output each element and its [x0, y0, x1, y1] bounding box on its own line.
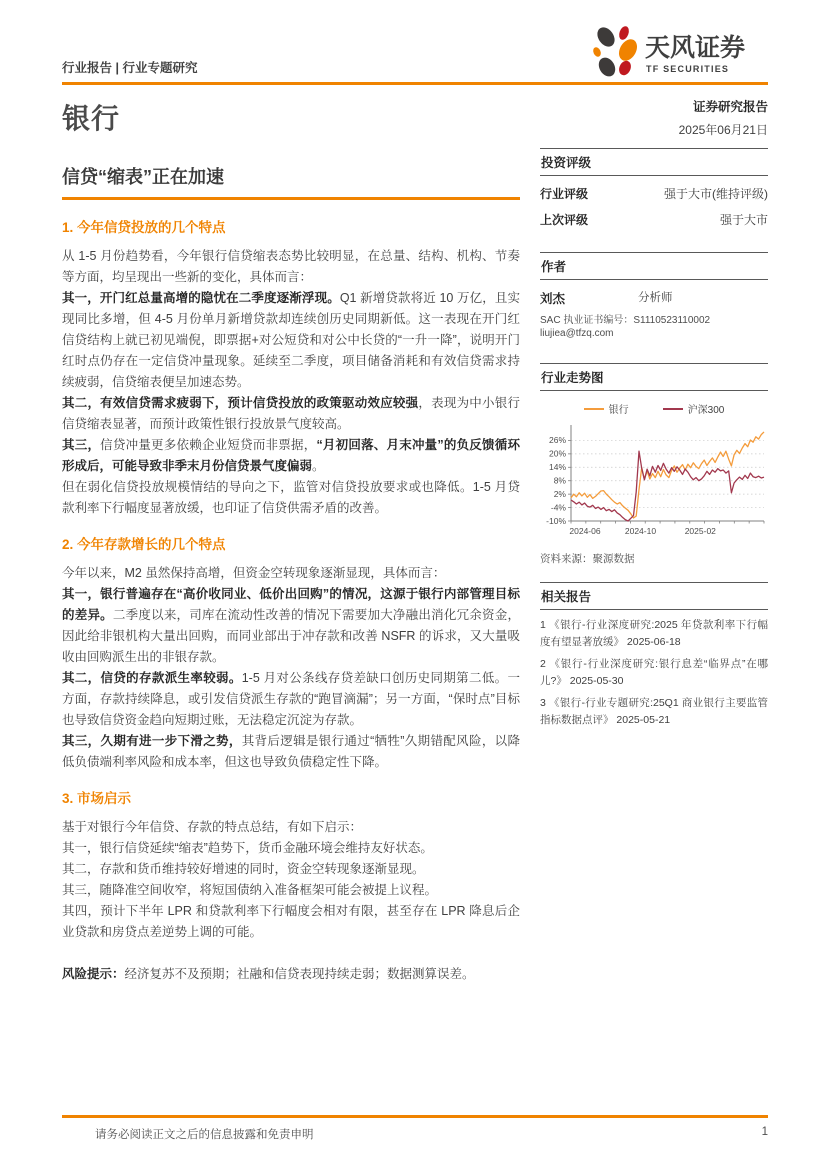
body-text: 其四，预计下半年 LPR 和贷款利率下行幅度会相对有限，甚至存在 LPR 降息后企业贷款和房贷点差逆势上调的可能。 — [62, 903, 520, 939]
page-header — [62, 26, 768, 78]
chart-wrap — [540, 420, 768, 541]
author-heading: 作者 — [540, 252, 768, 280]
legend-line-icon — [663, 408, 683, 410]
sidebar — [540, 97, 768, 985]
emphasis-text: 其二，有效信贷需求疲弱下，预计信贷投放的政策驱动效应较强 — [62, 395, 419, 410]
body-text: 信贷冲量更多依赖企业短贷而非票据， — [100, 437, 317, 452]
paragraph — [62, 668, 520, 731]
legend-label: 银行 — [608, 405, 629, 416]
paragraph — [62, 435, 520, 477]
legend-item — [663, 401, 725, 416]
tf-securities-logo-icon — [590, 24, 768, 78]
paragraph — [62, 731, 520, 773]
chart-source: 资料来源：聚源数据 — [540, 553, 635, 565]
section-heading: 3. 市场启示 — [62, 790, 132, 806]
body-text: Q1 新增贷款将近 10 万亿，且实现同比多增，但 4-5 月份单月新增贷款却连续创历史同期新低。这一表现在开门红信贷结构上就已初见端倪，即票据+对公短贷和对公中长贷的“一升一降”，说明开门红时点仍存在一定信贷冲量现象。延续至二季度，项目储备消耗和有效信贷需求持续疲弱，信贷缩表便呈加速态势。 — [62, 290, 520, 389]
body-text: 其三，随降准空间收窄，将短国债纳入准备框架可能会被提上议程。 — [62, 882, 438, 897]
brand-en-text: TF SECURITIES — [646, 64, 730, 74]
sections — [62, 216, 520, 943]
body-text: 经济复苏不及预期；社融和信贷表现持续走弱；数据测算误差。 — [124, 966, 475, 981]
industry-trend-section — [540, 363, 768, 576]
paragraph — [62, 393, 520, 435]
svg-text:-4%: -4% — [550, 502, 566, 513]
report-type-label: 证券研究报告 — [692, 100, 768, 114]
legend-line-icon — [584, 408, 604, 410]
related-reports-section — [540, 582, 768, 729]
rating-heading: 投资评级 — [540, 148, 768, 176]
body-text: 从 1-5 月份趋势看，今年银行信贷缩表态势比较明显，在总量、结构、机构、节奏等方面，均呈现出一些新的变化，具体而言： — [62, 248, 520, 284]
svg-text:14%: 14% — [548, 462, 566, 473]
brand-cn-text: 天风证券 — [645, 34, 746, 62]
body-text: 其二，存款和货币维持较好增速的同时，资金空转现象逐渐显现。 — [62, 861, 425, 876]
rating-row — [540, 185, 768, 202]
footer-divider — [62, 1115, 768, 1118]
rating-label: 行业评级 — [540, 187, 589, 201]
emphasis-text: “月初回落、月末冲量”的负反馈循环形成后，可能导致非季末月份信贷景气度偏弱 — [62, 437, 520, 473]
emphasis-text: 其一，开门红总量高增的隐忧在二季度逐渐浮现。 — [62, 290, 340, 305]
related-report-link[interactable]: 1 《银行-行业深度研究:2025 年贷款利率下行幅度有望显著放缓》 2025-06-18 — [540, 619, 768, 648]
paragraph — [62, 901, 520, 943]
svg-text:2%: 2% — [553, 488, 566, 499]
company-logo — [590, 24, 768, 78]
body-text: 二季度以来，司库在流动性改善的情况下需要加大净融出消化冗余资金，因此给非银机构大量出回购，而同业部出于冲存款和改善 NSFR 的诉求，又大量吸收由回购派生出的非银存款。 — [62, 607, 520, 664]
related-report-link[interactable]: 3 《银行-行业专题研究:25Q1 商业银行主要监管指标数据点评》 2025-05-21 — [540, 697, 768, 726]
page-footer — [62, 1115, 768, 1142]
report-title-divider — [62, 197, 520, 200]
rating-label: 上次评级 — [540, 213, 589, 227]
emphasis-text: 其一，银行普遍存在“高价收同业、低价出回购”的情况，这源于银行内部管理目标的差异。 — [62, 586, 520, 622]
svg-text:20%: 20% — [548, 448, 566, 459]
body-text: 今年以来，M2 虽然保持高增，但资金空转现象逐渐显现，具体而言： — [62, 565, 446, 580]
svg-text:26%: 26% — [548, 435, 566, 446]
paragraph — [62, 838, 520, 859]
rating-section — [540, 148, 768, 228]
author-role: 分析师 — [638, 292, 673, 304]
emphasis-text: 风险提示： — [62, 966, 125, 981]
body-text: 其一，银行信贷延续“缩表”趋势下，货币金融环境会维持友好状态。 — [62, 840, 433, 855]
svg-text:-10%: -10% — [546, 515, 566, 526]
industry-trend-chart — [540, 420, 768, 538]
body-text: ，表现为中小银行信贷缩表显著，而预计政策性银行投放景气度较高。 — [62, 395, 520, 431]
paragraph — [62, 477, 520, 519]
body-text: 1-5 月对公条线存贷差缺口创历史同期第二低。一方面，存款持续降息，或引发信贷派生存款的“跑冒滴漏”；另一方面，“保时点”目标也导致信贷资金趋向短期过账，无法稳定沉淀为存款。 — [62, 670, 520, 727]
body-text: 其背后逻辑是银行通过“牺牲”久期错配风险，以降低负债端利率风险和成本率，但这也导致负债稳定性下降。 — [62, 733, 520, 769]
body-text: 。 — [312, 458, 325, 473]
footer-disclaimer: 请务必阅读正文之后的信息披露和免责申明 — [95, 1128, 314, 1141]
paragraph — [62, 584, 520, 668]
page-number: 1 — [761, 1125, 768, 1138]
rating-value: 强于大市 — [719, 213, 768, 227]
paragraph — [62, 246, 520, 288]
svg-text:8%: 8% — [553, 475, 566, 486]
trend-heading: 行业走势图 — [540, 363, 768, 391]
svg-text:2024-10: 2024-10 — [624, 526, 657, 536]
legend-label: 沪深300 — [687, 405, 725, 416]
paragraph — [62, 288, 520, 393]
paragraph — [62, 880, 520, 901]
industry-title: 银行 — [62, 103, 121, 134]
section-heading: 1. 今年信贷投放的几个特点 — [62, 219, 226, 235]
related-report-link[interactable]: 2 《银行-行业深度研究:银行息差“临界点”在哪儿?》 2025-05-30 — [540, 658, 768, 687]
svg-text:2024-06: 2024-06 — [569, 526, 601, 536]
legend-item — [584, 401, 629, 416]
doc-type-label: 行业报告 | 行业专题研究 — [62, 61, 198, 75]
body-text: 基于对银行今年信贷、存款的特点总结，有如下启示： — [62, 819, 363, 834]
rating-value: 强于大市(维持评级) — [664, 187, 768, 201]
author-email-link[interactable]: liujiea@tfzq.com — [540, 328, 614, 339]
author-section — [540, 252, 768, 339]
related-reports-heading: 相关报告 — [540, 582, 768, 610]
report-title: 信贷“缩表”正在加速 — [62, 167, 224, 187]
emphasis-text: 其三， — [62, 437, 101, 452]
emphasis-text: 其二，信贷的存款派生率较弱。 — [62, 670, 242, 685]
chart-legend — [540, 401, 768, 416]
report-date: 2025年06月21日 — [678, 123, 768, 137]
paragraph — [62, 817, 520, 838]
rating-row — [540, 211, 768, 228]
paragraph — [62, 563, 520, 584]
body-text: 但在弱化信贷投放规模情结的导向之下，监管对信贷投放要求或也降低。1-5 月贷款利率下行幅度显著放缓，也印证了信贷供需矛盾的改善。 — [62, 479, 520, 515]
header-divider — [62, 82, 768, 85]
main-column — [62, 97, 520, 985]
author-name: 刘杰 — [540, 292, 566, 306]
emphasis-text: 其三，久期有进一步下滑之势， — [62, 733, 242, 748]
risk-warning — [62, 964, 520, 985]
svg-text:2025-02: 2025-02 — [684, 526, 716, 536]
section-heading: 2. 今年存款增长的几个特点 — [62, 536, 226, 552]
author-sac-number: SAC 执业证书编号：S1110523110002 — [540, 315, 711, 326]
paragraph — [62, 859, 520, 880]
